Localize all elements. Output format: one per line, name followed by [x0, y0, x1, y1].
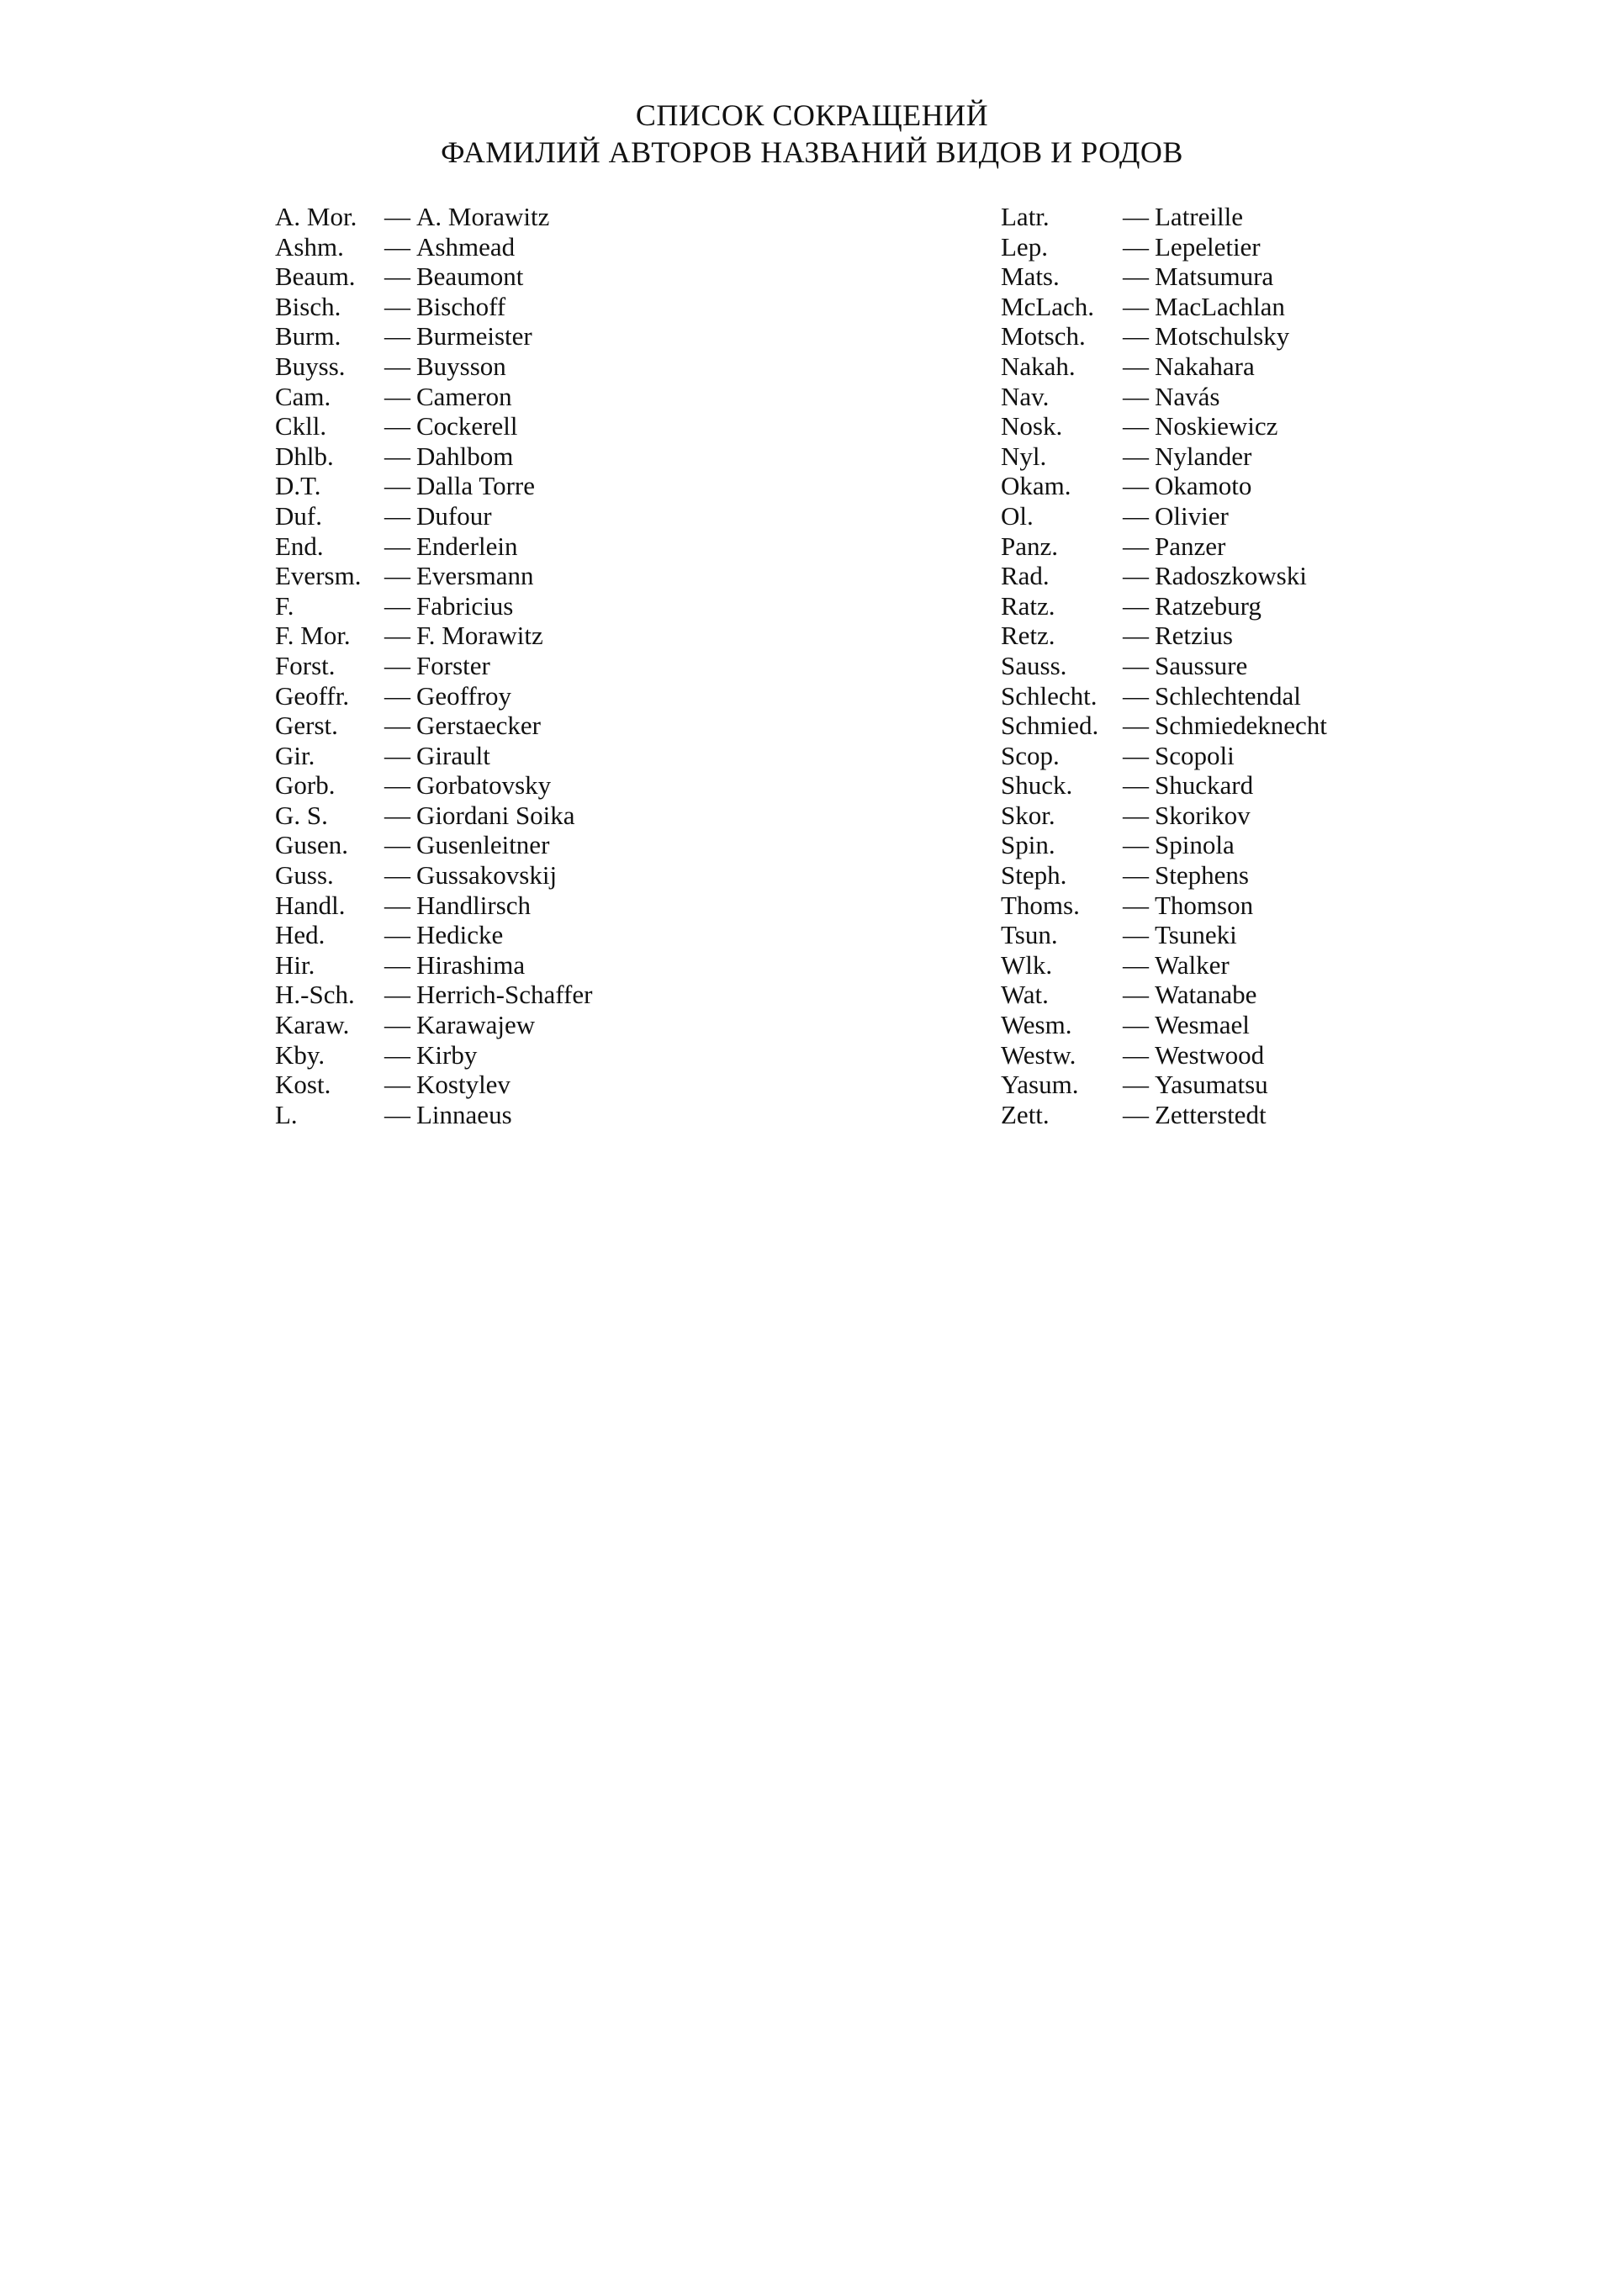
list-item — [1001, 770, 1327, 801]
author-name: Enderlein — [416, 531, 518, 561]
author-abbreviation: F. Mor. — [275, 621, 351, 651]
separator-dash: — — [384, 890, 410, 920]
separator-dash: — — [1123, 800, 1149, 830]
separator-dash: — — [1123, 291, 1149, 321]
separator-dash: — — [384, 711, 410, 741]
author-abbreviation: Nosk. — [1001, 411, 1063, 441]
separator-dash: — — [1123, 590, 1149, 621]
list-item — [1001, 711, 1327, 741]
separator-dash: — — [1123, 1039, 1149, 1070]
separator-dash: — — [384, 202, 410, 231]
author-abbreviation: Panz. — [1001, 531, 1059, 561]
list-item — [275, 920, 592, 950]
author-abbreviation: Skor. — [1001, 800, 1055, 830]
author-name: Herrich-Schaffer — [416, 980, 593, 1010]
author-abbreviation: Gir. — [275, 740, 315, 770]
author-name: Tsuneki — [1155, 920, 1237, 950]
list-item — [275, 441, 592, 472]
abbreviation-list-left — [275, 202, 592, 1129]
author-name: Panzer — [1155, 531, 1226, 561]
separator-dash: — — [1123, 231, 1149, 262]
list-item — [1001, 1010, 1327, 1040]
author-name: Okamoto — [1155, 471, 1252, 501]
author-abbreviation: Guss. — [275, 860, 334, 891]
separator-dash: — — [1123, 411, 1149, 441]
separator-dash: — — [1123, 1070, 1149, 1100]
list-item — [275, 1010, 592, 1040]
list-item — [275, 382, 592, 412]
author-name: MacLachlan — [1155, 291, 1285, 321]
list-item — [1001, 1100, 1327, 1130]
author-name: Cockerell — [416, 411, 518, 441]
separator-dash: — — [1123, 321, 1149, 352]
separator-dash: — — [384, 949, 410, 980]
separator-dash: — — [1123, 920, 1149, 950]
author-abbreviation: Ol. — [1001, 500, 1034, 531]
author-abbreviation: Dhlb. — [275, 441, 334, 471]
separator-dash: — — [384, 621, 410, 651]
separator-dash: — — [384, 800, 410, 830]
author-abbreviation: Beaum. — [275, 262, 356, 292]
separator-dash: — — [384, 980, 410, 1010]
author-name: Forster — [416, 650, 490, 680]
author-name: Westwood — [1155, 1039, 1265, 1070]
author-abbreviation: Ashm. — [275, 231, 344, 262]
author-abbreviation: Buyss. — [275, 351, 346, 381]
separator-dash: — — [384, 590, 410, 621]
list-item — [275, 1040, 592, 1070]
separator-dash: — — [384, 650, 410, 680]
author-name: Schmiedeknecht — [1155, 711, 1327, 741]
list-item — [275, 501, 592, 531]
separator-dash: — — [384, 291, 410, 321]
author-abbreviation: Wlk. — [1001, 949, 1053, 980]
author-name: Matsumura — [1155, 262, 1274, 292]
separator-dash: — — [1123, 890, 1149, 920]
list-item — [1001, 621, 1327, 651]
author-name: Nylander — [1155, 441, 1252, 471]
list-item — [275, 1100, 592, 1130]
separator-dash: — — [384, 441, 410, 471]
author-abbreviation: D.T. — [275, 471, 321, 501]
author-abbreviation: Bisch. — [275, 291, 341, 321]
list-item — [275, 830, 592, 860]
list-item — [1001, 920, 1327, 950]
author-name: Bischoff — [416, 291, 506, 321]
author-name: Thomson — [1155, 890, 1254, 920]
separator-dash: — — [1123, 650, 1149, 680]
separator-dash: — — [384, 531, 410, 561]
author-abbreviation: Okam. — [1001, 471, 1071, 501]
list-item — [275, 980, 592, 1010]
list-item — [275, 711, 592, 741]
separator-dash: — — [1123, 860, 1149, 891]
author-name: Walker — [1155, 949, 1230, 980]
list-item — [275, 681, 592, 711]
list-item — [1001, 352, 1327, 382]
author-name: Navás — [1155, 381, 1220, 411]
separator-dash: — — [384, 262, 410, 292]
author-abbreviation: Shuck. — [1001, 770, 1073, 801]
author-name: Buysson — [416, 351, 506, 381]
list-item — [1001, 531, 1327, 562]
author-abbreviation: Gusen. — [275, 830, 348, 860]
author-name: Girault — [416, 740, 490, 770]
author-abbreviation: G. S. — [275, 800, 328, 830]
separator-dash: — — [1123, 471, 1149, 501]
author-name: Hirashima — [416, 949, 526, 980]
author-name: Gerstaecker — [416, 711, 542, 741]
author-abbreviation: Duf. — [275, 500, 322, 531]
list-item — [275, 801, 592, 831]
separator-dash: — — [1123, 1099, 1149, 1129]
list-item — [275, 202, 592, 232]
author-name: Gusenleitner — [416, 830, 550, 860]
author-name: Yasumatsu — [1155, 1070, 1268, 1100]
separator-dash: — — [1123, 830, 1149, 860]
list-item — [275, 950, 592, 981]
author-abbreviation: Eversm. — [275, 561, 362, 591]
separator-dash: — — [384, 561, 410, 591]
list-item — [275, 352, 592, 382]
author-abbreviation: Steph. — [1001, 860, 1067, 891]
list-item — [1001, 441, 1327, 472]
list-item — [1001, 561, 1327, 591]
author-abbreviation: Schlecht. — [1001, 680, 1098, 711]
author-name: Dalla Torre — [416, 471, 535, 501]
separator-dash: — — [384, 920, 410, 950]
author-abbreviation: Geoffr. — [275, 680, 350, 711]
list-item — [1001, 1040, 1327, 1070]
list-item — [1001, 411, 1327, 441]
separator-dash: — — [1123, 381, 1149, 411]
author-name: Noskiewicz — [1155, 411, 1278, 441]
author-name: Lepeletier — [1155, 231, 1261, 262]
author-name: Eversmann — [416, 561, 534, 591]
author-name: Saussure — [1155, 650, 1248, 680]
separator-dash: — — [384, 830, 410, 860]
separator-dash: — — [384, 351, 410, 381]
author-abbreviation: Nav. — [1001, 381, 1050, 411]
author-abbreviation: Tsun. — [1001, 920, 1058, 950]
author-name: Karawajew — [416, 1010, 536, 1040]
separator-dash: — — [1123, 441, 1149, 471]
author-name: A. Morawitz — [416, 202, 550, 231]
author-abbreviation: Ckll. — [275, 411, 327, 441]
list-item — [275, 1070, 592, 1100]
author-name: Burmeister — [416, 321, 532, 352]
author-name: Retzius — [1155, 621, 1233, 651]
author-abbreviation: Gorb. — [275, 770, 336, 801]
list-item — [275, 561, 592, 591]
author-abbreviation: Wat. — [1001, 980, 1049, 1010]
separator-dash: — — [384, 770, 410, 801]
list-item — [275, 292, 592, 322]
page-subtitle: ФАМИЛИЙ АВТОРОВ НАЗВАНИЙ ВИДОВ И РОДОВ — [441, 135, 1183, 169]
separator-dash: — — [384, 381, 410, 411]
separator-dash: — — [1123, 202, 1149, 231]
abbreviation-list-right — [1001, 202, 1327, 1129]
separator-dash: — — [1123, 500, 1149, 531]
author-name: Ratzeburg — [1155, 590, 1262, 621]
author-abbreviation: Latr. — [1001, 202, 1050, 231]
list-item — [275, 651, 592, 681]
author-abbreviation: Zett. — [1001, 1099, 1050, 1129]
list-item — [1001, 471, 1327, 501]
author-abbreviation: Hir. — [275, 949, 315, 980]
separator-dash: — — [384, 1070, 410, 1100]
author-name: Gorbatovsky — [416, 770, 552, 801]
author-abbreviation: Cam. — [275, 381, 331, 411]
separator-dash: — — [1123, 740, 1149, 770]
author-abbreviation: Kost. — [275, 1070, 331, 1100]
author-abbreviation: F. — [275, 590, 294, 621]
author-abbreviation: Forst. — [275, 650, 336, 680]
author-abbreviation: Karaw. — [275, 1010, 350, 1040]
separator-dash: — — [384, 680, 410, 711]
author-abbreviation: Wesm. — [1001, 1010, 1072, 1040]
separator-dash: — — [1123, 770, 1149, 801]
separator-dash: — — [384, 1010, 410, 1040]
author-name: Geoffroy — [416, 680, 512, 711]
list-item — [1001, 1070, 1327, 1100]
list-item — [1001, 801, 1327, 831]
separator-dash: — — [1123, 531, 1149, 561]
list-item — [275, 321, 592, 352]
list-item — [1001, 202, 1327, 232]
separator-dash: — — [384, 860, 410, 891]
author-name: Linnaeus — [416, 1099, 512, 1129]
author-name: Giordani Soika — [416, 800, 575, 830]
separator-dash: — — [384, 321, 410, 352]
author-abbreviation: Handl. — [275, 890, 346, 920]
author-abbreviation: Burm. — [275, 321, 341, 352]
separator-dash: — — [1123, 351, 1149, 381]
list-item — [275, 471, 592, 501]
author-name: Kirby — [416, 1039, 478, 1070]
separator-dash: — — [384, 500, 410, 531]
separator-dash: — — [384, 231, 410, 262]
author-name: Fabricius — [416, 590, 514, 621]
list-item — [275, 891, 592, 921]
author-abbreviation: Rad. — [1001, 561, 1050, 591]
author-abbreviation: L. — [275, 1099, 298, 1129]
author-name: Shuckard — [1155, 770, 1254, 801]
list-item — [1001, 681, 1327, 711]
author-abbreviation: Nyl. — [1001, 441, 1047, 471]
author-abbreviation: H.-Sch. — [275, 980, 355, 1010]
author-name: Olivier — [1155, 500, 1229, 531]
author-name: Hedicke — [416, 920, 504, 950]
author-name: Motschulsky — [1155, 321, 1290, 352]
separator-dash: — — [1123, 262, 1149, 292]
author-abbreviation: Hed. — [275, 920, 325, 950]
author-abbreviation: Scop. — [1001, 740, 1060, 770]
author-abbreviation: Yasum. — [1001, 1070, 1079, 1100]
separator-dash: — — [384, 740, 410, 770]
author-name: Scopoli — [1155, 740, 1235, 770]
list-item — [1001, 292, 1327, 322]
author-name: Kostylev — [416, 1070, 510, 1100]
list-item — [275, 770, 592, 801]
author-abbreviation: Nakah. — [1001, 351, 1076, 381]
author-name: Beaumont — [416, 262, 524, 292]
list-item — [1001, 980, 1327, 1010]
author-abbreviation: Ratz. — [1001, 590, 1055, 621]
list-item — [1001, 262, 1327, 292]
author-name: Zetterstedt — [1155, 1099, 1267, 1129]
author-abbreviation: Westw. — [1001, 1039, 1076, 1070]
separator-dash: — — [1123, 980, 1149, 1010]
list-item — [1001, 891, 1327, 921]
separator-dash: — — [1123, 680, 1149, 711]
list-item — [275, 741, 592, 771]
author-name: Dufour — [416, 500, 492, 531]
separator-dash: — — [1123, 949, 1149, 980]
list-item — [275, 411, 592, 441]
separator-dash: — — [1123, 711, 1149, 741]
author-name: Cameron — [416, 381, 512, 411]
list-item — [1001, 232, 1327, 262]
separator-dash: — — [384, 1099, 410, 1129]
author-abbreviation: Schmied. — [1001, 711, 1099, 741]
author-abbreviation: Kby. — [275, 1039, 325, 1070]
author-abbreviation: A. Mor. — [275, 202, 357, 231]
author-abbreviation: Motsch. — [1001, 321, 1086, 352]
list-item — [1001, 382, 1327, 412]
author-name: Schlechtendal — [1155, 680, 1301, 711]
list-item — [275, 591, 592, 621]
author-name: Wesmael — [1155, 1010, 1250, 1040]
author-name: Spinola — [1155, 830, 1235, 860]
list-item — [1001, 741, 1327, 771]
list-item — [1001, 860, 1327, 891]
author-abbreviation: Gerst. — [275, 711, 338, 741]
page-title: СПИСОК СОКРАЩЕНИЙ — [635, 98, 989, 132]
author-name: Dahlbom — [416, 441, 514, 471]
list-item — [275, 621, 592, 651]
author-name: Skorikov — [1155, 800, 1251, 830]
separator-dash: — — [1123, 1010, 1149, 1040]
separator-dash: — — [1123, 621, 1149, 651]
author-name: F. Morawitz — [416, 621, 543, 651]
author-abbreviation: Retz. — [1001, 621, 1055, 651]
author-abbreviation: Sauss. — [1001, 650, 1067, 680]
separator-dash: — — [384, 471, 410, 501]
list-item — [275, 860, 592, 891]
author-abbreviation: Spin. — [1001, 830, 1055, 860]
author-name: Handlirsch — [416, 890, 532, 920]
list-item — [1001, 321, 1327, 352]
list-item — [275, 232, 592, 262]
author-name: Ashmead — [416, 231, 516, 262]
author-name: Nakahara — [1155, 351, 1255, 381]
author-abbreviation: Mats. — [1001, 262, 1060, 292]
author-abbreviation: Lep. — [1001, 231, 1048, 262]
author-name: Stephens — [1155, 860, 1249, 891]
list-item — [1001, 591, 1327, 621]
author-abbreviation: End. — [275, 531, 324, 561]
list-item — [1001, 830, 1327, 860]
list-item — [1001, 651, 1327, 681]
list-item — [1001, 501, 1327, 531]
separator-dash: — — [384, 411, 410, 441]
author-abbreviation: Thoms. — [1001, 890, 1080, 920]
list-item — [275, 262, 592, 292]
separator-dash: — — [1123, 561, 1149, 591]
author-name: Gussakovskij — [416, 860, 558, 891]
author-name: Radoszkowski — [1155, 561, 1307, 591]
list-item — [275, 531, 592, 562]
author-name: Latreille — [1155, 202, 1243, 231]
author-name: Watanabe — [1155, 980, 1257, 1010]
author-abbreviation: McLach. — [1001, 291, 1095, 321]
separator-dash: — — [384, 1039, 410, 1070]
list-item — [1001, 950, 1327, 981]
